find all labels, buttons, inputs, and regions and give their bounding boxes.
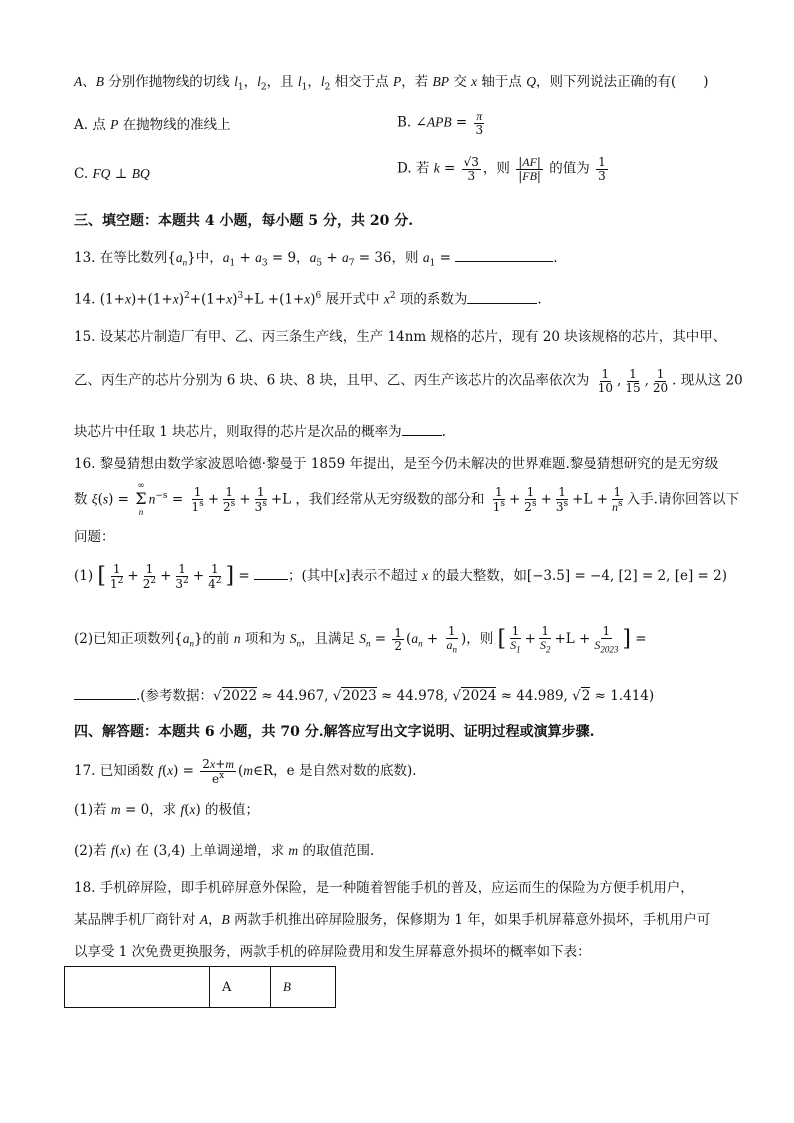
q13: 13. 在等比数列$\{a_n\}$中，$a_1 + a_3 = 9$，$a_5 + a_7 = 36$，则 $a_1$ = . xyxy=(74,250,558,269)
q15-line1: 15. 设某芯片制造厂有甲、乙、丙三条生产线，生产 14nm 规格的芯片，现有 20 块该规格的芯片，其中甲、 xyxy=(74,329,727,345)
section3-title: 三、填空题：本题共 4 小题，每小题 5 分，共 20 分. xyxy=(74,213,414,229)
q14: 14. $(1+x)+(1+x)^2+(1+x)^3+L +(1+x)^6$ 展开式中 $x^2$ 项的系数为 . xyxy=(74,291,542,308)
q18-table xyxy=(64,966,336,1008)
q16-part2-reference: .(参考数据：√2022 ≈ 44.967, √2023 ≈ 44.978, √2024 ≈ 44.989, √2 ≈ 1.414) xyxy=(74,688,654,704)
q16-line1: 16. 黎曼猜想由数学家波恩哈德·黎曼于 1859 年提出，是至今仍未解决的世界难题.黎曼猜想研究的是无穷级 xyxy=(74,456,719,472)
table-header-b: B xyxy=(271,967,336,1008)
table-header-a: A xyxy=(210,967,271,1008)
q12-option-a: A. 点 P 在抛物线的准线上 xyxy=(74,117,231,133)
q18-line3: 以享受 1 次免费更换服务，两款手机的碎屏险费用和发生屏幕意外损坏的概率如下表： xyxy=(74,944,591,960)
q12-option-c: C. FQ ⊥ BQ xyxy=(74,166,150,182)
q16-line3: 问题： xyxy=(74,529,115,545)
q18-line2: 某品牌手机厂商针对 A，B 两款手机推出碎屏险服务，保修期为 1 年，如果手机屏幕意外损坏，手机用户可 xyxy=(74,912,711,928)
q17-part1: (1)若 m = 0，求 f(x) 的极值； xyxy=(74,802,260,818)
q15-line2: 乙、丙生产的芯片分别为 6 块、6 块、8 块，且甲、乙、丙生产该芯片的次品率依次为 $\frac{1}{10}$ , $\frac{1}{15}$ , $\frac{1}{20}$ . 现从这 20 xyxy=(74,367,743,395)
q12-stem: A、B 分别作抛物线的切线 $l_1$，$l_2$，且 $l_1$，$l_2$ 相交于点 P，若 BP 交 x 轴于点 Q，则下列说法正确的有( ) xyxy=(74,74,709,93)
q16-part2: (2)已知正项数列$\{a_n\}$的前 n 项和为 $S_n$，且满足 $S_n$ = $\frac{1}{2}$ ($a_n$ + $\frac{1}{a_n}$ )，则 [ $\frac{1}{S_1}$ + $\frac{1}{S_2}$ +L + $\frac{1}{S_{2023}}$ ] = xyxy=(74,624,647,654)
q12-option-b: B. ∠APB = $\frac{\pi}{3}$ xyxy=(397,109,484,137)
table-row xyxy=(65,967,336,1008)
q16-part1: (1) [ $\frac{1}{1^2}$ + $\frac{1}{2^2}$ + $\frac{1}{3^2}$ + $\frac{1}{4^2}$ ] = ；(其中[x]表示不超过 x 的最大整数，如[−3.5] = −4, [2] = 2, [e] = 2) xyxy=(74,562,728,591)
q17-part2: (2)若 f(x) 在 (3,4) 上单调递增，求 m 的取值范围. xyxy=(74,843,375,859)
q17-stem: 17. 已知函数 f(x) = $\frac{2x+m}{e^x}$ (m∈R，e 是自然对数的底数). xyxy=(74,757,417,786)
q12-option-d: D. 若 k = $\frac{√3}{3}$ ，则 $\frac{|AF|}{|FB|}$ 的值为 $\frac{1}{3}$ xyxy=(397,155,606,183)
q15-line3: 块芯片中任取 1 块芯片，则取得的芯片是次品的概率为 . xyxy=(74,424,446,440)
q16-line2: 数 ξ(s) = ∞ Σ n $n^{-s}$ = $\frac{1}{1^s}$ + $\frac{1}{2^s}$ + $\frac{1}{3^s}$ +L ，我们经常从无穷级数的部分和 $\frac{1}{1^s}$ + $\frac{1}{2^s}$ + $\frac{1}{3^s}$ +L + $\frac{1}{n^s}$ 入手.请你回答以下 xyxy=(74,481,739,518)
q18-line1: 18. 手机碎屏险，即手机碎屏意外保险，是一种随着智能手机的普及，应运而生的保险为方便手机用户， xyxy=(74,880,694,896)
table-header-empty xyxy=(65,967,210,1008)
section4-title: 四、解答题：本题共 6 小题，共 70 分.解答应写出文字说明、证明过程或演算步骤. xyxy=(74,724,595,740)
